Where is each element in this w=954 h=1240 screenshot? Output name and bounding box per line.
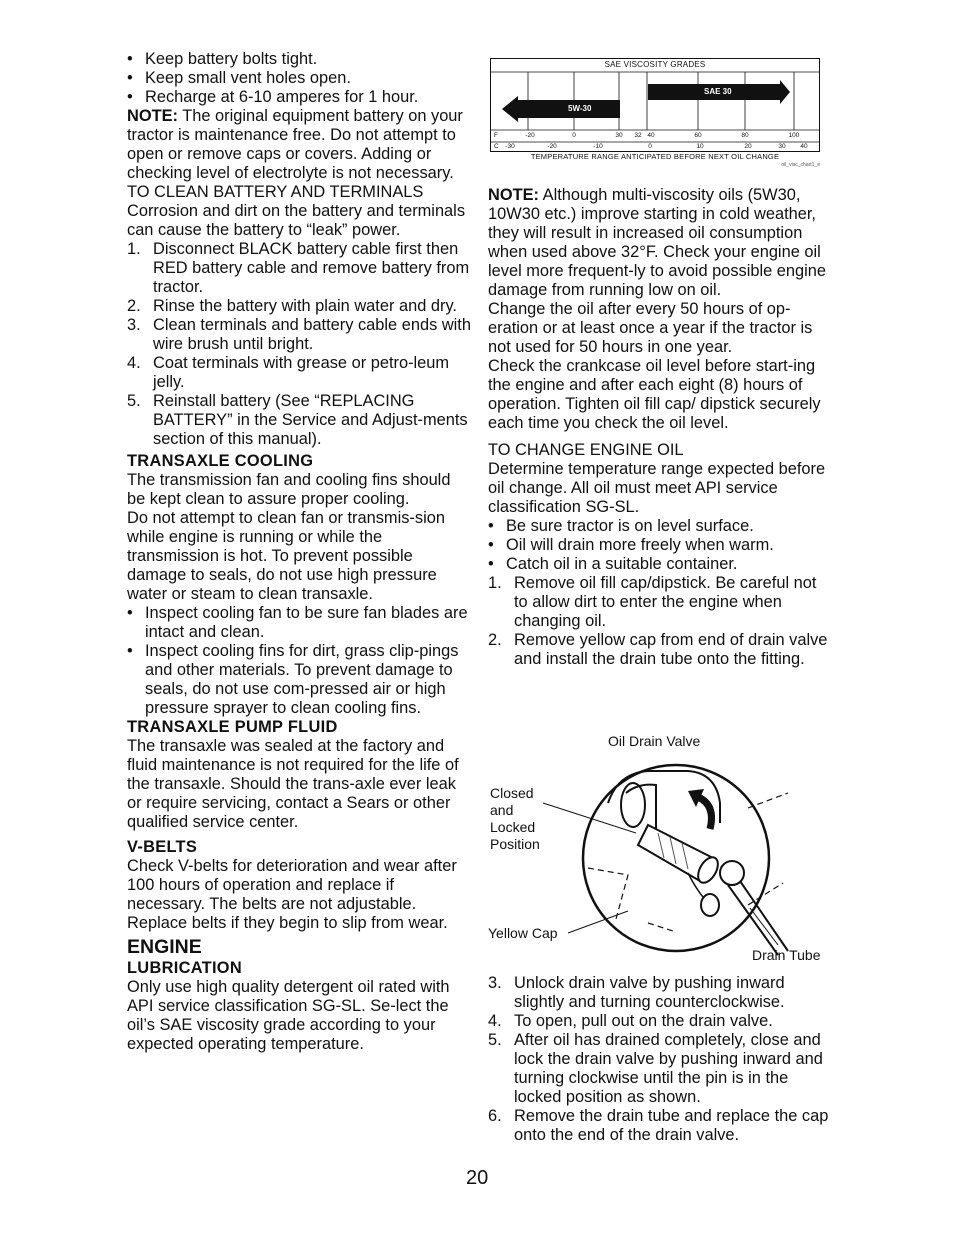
list-item — [488, 974, 833, 1012]
chart-code: oil_visc_chart1_e — [781, 162, 820, 168]
step-number: 5. — [488, 1031, 502, 1049]
c-tick: -30 — [505, 143, 515, 150]
page-number: 20 — [466, 1167, 489, 1189]
bullet-item: • Oil will drain more freely when warm. — [488, 536, 833, 555]
step-text: Remove the drain tube and replace the cap onto the end of the drain valve. — [514, 1107, 829, 1144]
right-column — [488, 186, 833, 669]
chart-footer: TEMPERATURE RANGE ANTICIPATED BEFORE NEXT OIL CHANGE — [530, 152, 780, 161]
paragraph: Determine temperature range expected before oil change. All oil must meet API service classification SG-SL. — [488, 460, 826, 516]
step-number: 2. — [127, 297, 141, 315]
section-heading: LUBRICATION — [127, 959, 242, 977]
step-text: Coat terminals with grease or petro-leum jelly. — [153, 354, 450, 391]
left-column — [127, 50, 472, 1054]
section-heading: V-BELTS — [127, 838, 198, 856]
grade-5w30-label: 5W-30 — [568, 104, 592, 113]
step-number: 5. — [127, 392, 141, 410]
c-tick: 0 — [648, 143, 652, 150]
label-drain-tube: Drain Tube — [752, 947, 821, 963]
viscosity-chart — [490, 58, 820, 166]
c-tick: 30 — [778, 143, 786, 150]
note-label: NOTE: — [127, 107, 178, 125]
list-item — [488, 1012, 833, 1031]
f-tick: 100 — [788, 132, 800, 139]
section-heading: TRANSAXLE COOLING — [127, 452, 314, 470]
paragraph: The transmission fan and cooling fins should be kept clean to assure proper cooling. — [127, 471, 451, 508]
f-tick: 80 — [741, 132, 749, 139]
note-label: NOTE: — [488, 186, 539, 204]
diagram-title: Oil Drain Valve — [608, 733, 701, 749]
list-item — [488, 574, 833, 631]
list-item — [127, 354, 472, 392]
f-tick: 40 — [647, 132, 655, 139]
step-text: Remove yellow cap from end of drain valve and install the drain tube onto the fitting. — [514, 631, 828, 668]
bullet-item: • Keep battery bolts tight. — [127, 50, 472, 69]
change-heading: TO CHANGE ENGINE OIL — [488, 441, 684, 459]
f-tick: 60 — [694, 132, 702, 139]
paragraph: Check V-belts for deterioration and wear after 100 hours of operation and replace if necessary. The belts are not adjustable. Replace belts if they begin to slip from wear. — [127, 857, 457, 932]
f-tick: 0 — [572, 132, 576, 139]
bullet-item: • Be sure tractor is on level surface. — [488, 517, 833, 536]
list-item — [488, 631, 833, 669]
note-paragraph — [488, 186, 833, 300]
paragraph: Only use high quality detergent oil rated with API service classification SG-SL. Se-lect the oil’s SAE viscosity grade according to your expected operating temperature. — [127, 978, 450, 1053]
step-text: Reinstall battery (See “REPLACING BATTERY” in the Service and Adjust-ments section of this manual). — [153, 392, 468, 448]
list-item — [127, 316, 472, 354]
paragraph: Do not attempt to clean fan or transmis-sion while engine is running or while the transmission is hot. To prevent possible damage to seals, do not use high pressure water or steam to clean transaxle. — [127, 509, 445, 603]
step-text: Disconnect BLACK battery cable first then RED battery cable and remove battery from tractor. — [153, 240, 470, 296]
oil-drain-valve-diagram — [488, 733, 833, 963]
step-text: To open, pull out on the drain valve. — [514, 1012, 773, 1030]
c-tick: 40 — [800, 143, 808, 150]
step-text: After oil has drained completely, close and lock the drain valve by pushing inward and turning clockwise until the pin is in the locked position as shown. — [514, 1031, 823, 1106]
c-tick: -10 — [593, 143, 603, 150]
c-tick: 20 — [744, 143, 752, 150]
paragraph: Change the oil after every 50 hours of op-eration or at least once a year if the tractor is not used for 50 hours in one year. — [488, 300, 813, 356]
bullet-item: • Recharge at 6-10 amperes for 1 hour. — [127, 88, 472, 107]
step-number: 6. — [488, 1107, 502, 1125]
f-tick: 32 — [634, 132, 642, 139]
f-tick: 30 — [615, 132, 623, 139]
bullet-item: • Inspect cooling fins for dirt, grass clip-pings and other materials. To prevent damage to seals, do not use com-pressed air or high pressure sprayer to clean cooling fins. — [127, 642, 472, 718]
step-text: Rinse the battery with plain water and dry. — [153, 297, 457, 315]
grade-5w30-bar — [502, 96, 620, 122]
clean-intro: Corrosion and dirt on the battery and terminals can cause the battery to “leak” power. — [127, 202, 466, 239]
step-number: 3. — [488, 974, 502, 992]
label-yellow-cap: Yellow Cap — [488, 925, 558, 941]
list-item — [127, 392, 472, 449]
c-scale-label: C — [494, 143, 499, 150]
note-text: Although multi-viscosity oils (5W30, 10W30 etc.) improve starting in cold weather, they will result in increased oil consumption when used above 32°F. Check your engine oil level more frequent-ly to avoid possible engine damage from running low on oil. — [488, 186, 827, 299]
engine-heading: ENGINE — [127, 936, 202, 958]
grade-sae30-label: SAE 30 — [704, 87, 732, 96]
c-tick: 10 — [696, 143, 704, 150]
step-text: Remove oil fill cap/dipstick. Be careful not to allow dirt to enter the engine when changing oil. — [514, 574, 817, 630]
step-text: Clean terminals and battery cable ends with wire brush until bright. — [153, 316, 471, 353]
paragraph: The transaxle was sealed at the factory and fluid maintenance is not required for the life of the transaxle. Should the trans-axle ever leak or require servicing, contact a Sears or other qualified service center. — [127, 737, 459, 831]
right-column-steps — [488, 974, 833, 1145]
list-item — [488, 1107, 833, 1145]
list-item — [127, 297, 472, 316]
step-number: 4. — [488, 1012, 502, 1030]
step-number: 2. — [488, 631, 502, 649]
chart-title: SAE VISCOSITY GRADES — [604, 60, 706, 69]
list-item — [488, 1031, 833, 1107]
note-text: The original equipment battery on your tractor is maintenance free. Do not attempt to open or remove caps or covers. Adding or checking level of electrolyte is not necessary. — [127, 107, 463, 182]
step-number: 1. — [127, 240, 141, 258]
bullet-item: • Inspect cooling fan to be sure fan blades are intact and clean. — [127, 604, 472, 642]
c-tick: -20 — [547, 143, 557, 150]
clean-heading: TO CLEAN BATTERY AND TERMINALS — [127, 183, 424, 201]
step-number: 4. — [127, 354, 141, 372]
label-closed-locked: Closed and Locked Position — [490, 785, 540, 852]
step-number: 3. — [127, 316, 141, 334]
step-number: 1. — [488, 574, 502, 592]
note-paragraph — [127, 107, 472, 183]
section-heading: TRANSAXLE PUMP FLUID — [127, 718, 338, 736]
f-tick: -20 — [525, 132, 535, 139]
f-scale-label: F — [494, 132, 498, 139]
bullet-item: • Keep small vent holes open. — [127, 69, 472, 88]
list-item — [127, 240, 472, 297]
paragraph: Check the crankcase oil level before start-ing the engine and after each eight (8) hours of operation. Tighten oil fill cap/ dipstick securely each time you check the oil level. — [488, 357, 821, 432]
step-text: Unlock drain valve by pushing inward slightly and turning counterclockwise. — [514, 974, 785, 1011]
bullet-item: • Catch oil in a suitable container. — [488, 555, 833, 574]
